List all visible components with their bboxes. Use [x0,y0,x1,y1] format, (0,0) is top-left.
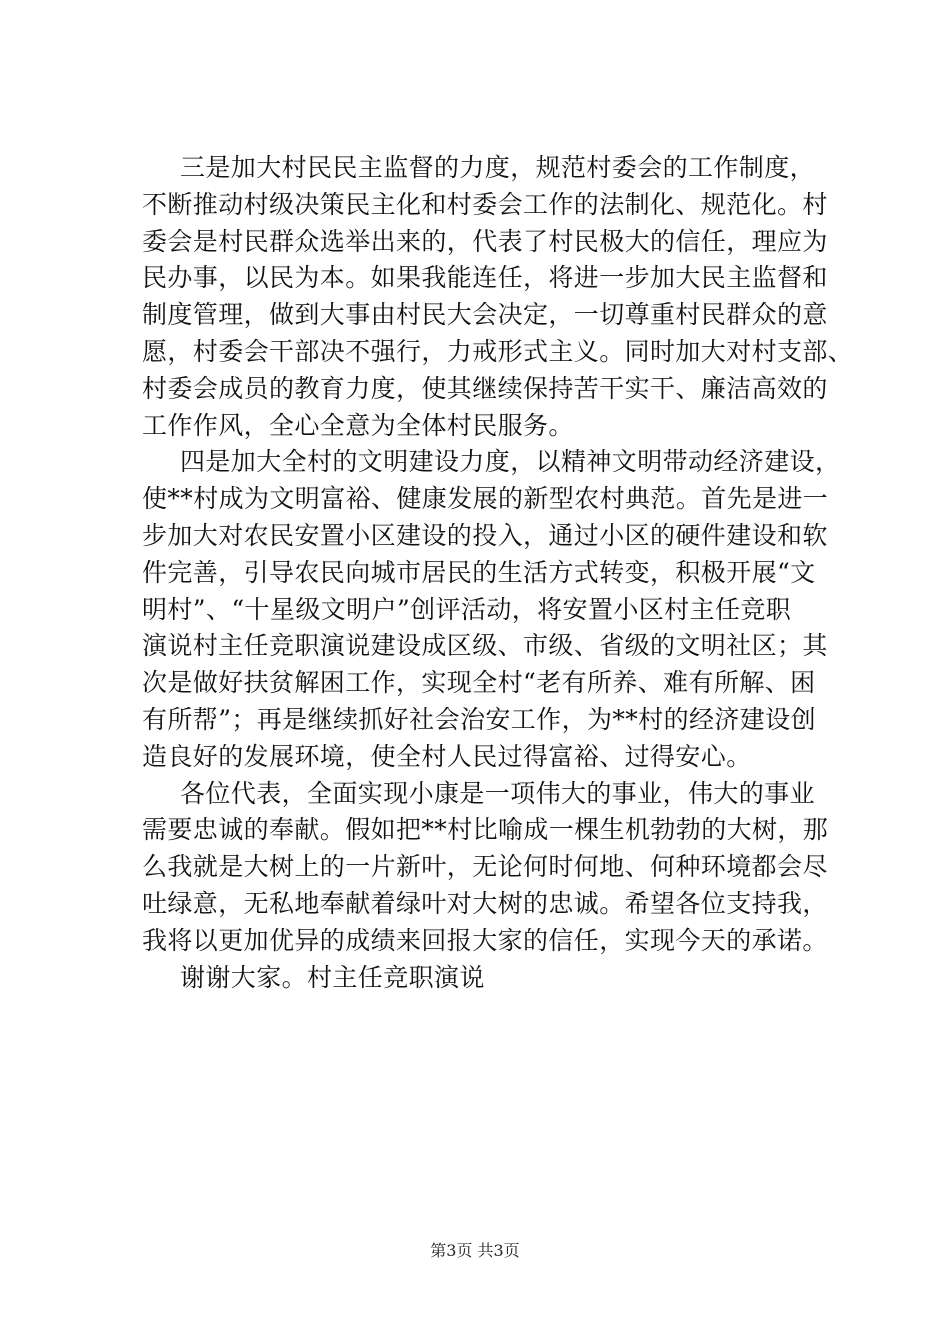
text-line: 工作作风，全心全意为全体村民服务。 [142,410,574,440]
text-line: 委会是村民群众选举出来的，代表了村民极大的信任，理应为 [142,226,828,256]
text-line: 件完善，引导农民向城市居民的生活方式转变，积极开展“文 [142,557,816,587]
text-line: 民办事，以民为本。如果我能连任，将进一步加大民主监督和 [142,263,828,293]
text-line: 三是加大村民民主监督的力度，规范村委会的工作制度， [180,153,816,182]
page-number-footer: 第3页 共3页 [430,1241,520,1260]
text-line: 吐绿意，无私地奉献着绿叶对大树的忠诚。希望各位支持我， [142,888,828,918]
text-line: 不断推动村级决策民主化和村委会工作的法制化、规范化。村 [142,189,828,219]
document-body [142,150,854,996]
text-line: 村委会成员的教育力度，使其继续保持苦干实干、廉洁高效的 [142,373,828,403]
text-line: 次是做好扶贫解困工作，实现全村“老有所养、难有所解、困 [142,668,816,698]
text-line: 步加大对农民安置小区建设的投入，通过小区的硬件建设和软 [142,520,828,550]
text-line: 么我就是大树上的一片新叶，无论何时何地、何种环境都会尽 [142,852,828,882]
text-line: 造良好的发展环境，使全村人民过得富裕、过得安心。 [142,741,752,771]
text-line: 明村”、“十星级文明户”创评活动，将安置小区村主任竞职 [142,594,792,624]
text-line: 有所帮”；再是继续抓好社会治安工作，为**村的经济建设创 [142,704,816,734]
text-line: 需要忠诚的奉献。假如把**村比喻成一棵生机勃勃的大树，那 [142,815,829,845]
text-line: 愿，村委会干部决不强行，力戒形式主义。同时加大对村支部、 [142,336,854,366]
text-line: 四是加大全村的文明建设力度，以精神文明带动经济建设， [180,447,841,477]
text-line: 我将以更加优异的成绩来回报大家的信任，实现今天的承诺。 [142,925,828,955]
text-line: 制度管理，做到大事由村民大会决定，一切尊重村民群众的意 [142,300,828,330]
text-line: 使**村成为文明富裕、健康发展的新型农村典范。首先是进一 [142,484,829,514]
text-line: 各位代表，全面实现小康是一项伟大的事业，伟大的事业 [180,778,816,808]
text-line: 演说村主任竞职演说建设成区级、市级、省级的文明社区；其 [142,631,828,661]
text-line: 谢谢大家。村主任竞职演说 [180,962,485,992]
